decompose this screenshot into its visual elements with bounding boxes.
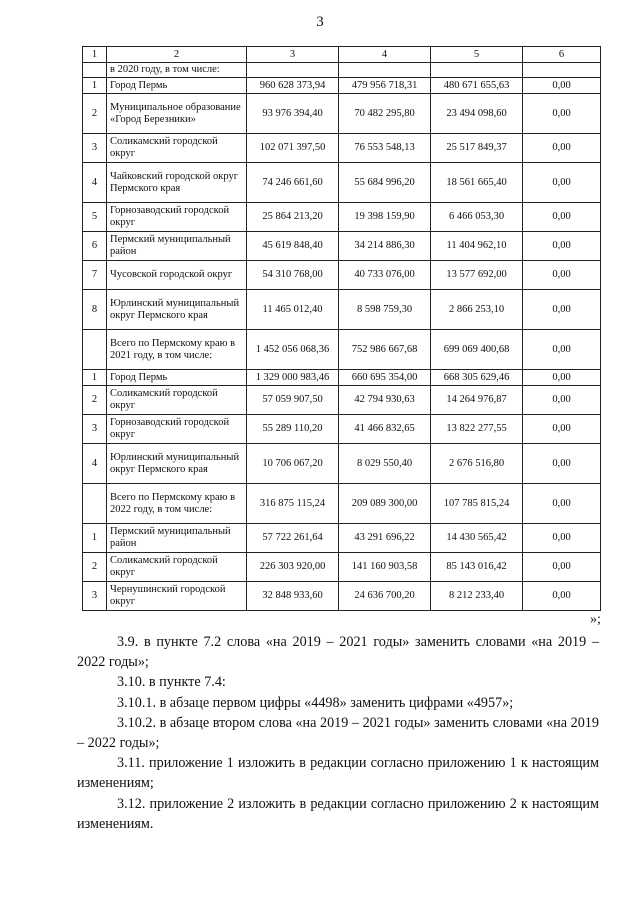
local-amount: 23 494 098,60 — [431, 94, 523, 134]
total-amount: 316 875 115,24 — [247, 484, 339, 524]
regional-amount: 8 029 550,40 — [339, 444, 431, 484]
row-name: Город Пермь — [107, 370, 247, 386]
local-amount: 2 676 516,80 — [431, 444, 523, 484]
total-amount: 102 071 397,50 — [247, 134, 339, 163]
row-number: 2 — [83, 94, 107, 134]
regional-amount: 24 636 700,20 — [339, 582, 431, 611]
other-amount: 0,00 — [523, 415, 601, 444]
row-name: Юрлинский муниципальный округ Пермского края — [107, 290, 247, 330]
row-name: Горнозаводский городской округ — [107, 415, 247, 444]
local-amount: 14 430 565,42 — [431, 524, 523, 553]
table-row — [83, 232, 601, 261]
local-amount: 13 577 692,00 — [431, 261, 523, 290]
local-amount: 25 517 849,37 — [431, 134, 523, 163]
local-amount: 8 212 233,40 — [431, 582, 523, 611]
paragraph-3-10-1: 3.10.1. в абзаце первом цифры «4498» заменить цифрами «4957»; — [117, 694, 514, 711]
table-row — [83, 163, 601, 203]
total-amount: 226 303 920,00 — [247, 553, 339, 582]
column-header: 6 — [523, 47, 601, 63]
regional-amount: 752 986 667,68 — [339, 330, 431, 370]
other-amount: 0,00 — [523, 134, 601, 163]
table-subheader-row — [83, 63, 601, 78]
row-number: 3 — [83, 582, 107, 611]
local-amount: 699 069 400,68 — [431, 330, 523, 370]
other-amount: 0,00 — [523, 553, 601, 582]
other-amount: 0,00 — [523, 78, 601, 94]
table-total-row — [83, 484, 601, 524]
total-amount: 57 059 907,50 — [247, 386, 339, 415]
table-row — [83, 444, 601, 484]
table-row — [83, 370, 601, 386]
row-number: 2 — [83, 553, 107, 582]
regional-amount — [339, 63, 431, 78]
row-number: 5 — [83, 203, 107, 232]
other-amount — [523, 63, 601, 78]
other-amount: 0,00 — [523, 203, 601, 232]
table-row — [83, 290, 601, 330]
regional-amount: 209 089 300,00 — [339, 484, 431, 524]
regional-amount: 34 214 886,30 — [339, 232, 431, 261]
regional-amount: 8 598 759,30 — [339, 290, 431, 330]
total-amount: 45 619 848,40 — [247, 232, 339, 261]
table-row — [83, 553, 601, 582]
row-number: 1 — [83, 370, 107, 386]
other-amount: 0,00 — [523, 484, 601, 524]
row-number: 8 — [83, 290, 107, 330]
table-header-row — [83, 47, 601, 63]
regional-amount: 43 291 696,22 — [339, 524, 431, 553]
row-name: Соликамский городской округ — [107, 553, 247, 582]
table-row — [83, 386, 601, 415]
other-amount: 0,00 — [523, 524, 601, 553]
total-amount: 1 452 056 068,36 — [247, 330, 339, 370]
regional-amount: 70 482 295,80 — [339, 94, 431, 134]
other-amount: 0,00 — [523, 290, 601, 330]
column-header: 3 — [247, 47, 339, 63]
row-name: Чайковский городской округ Пермского края — [107, 163, 247, 203]
table-row — [83, 203, 601, 232]
local-amount: 85 143 016,42 — [431, 553, 523, 582]
other-amount: 0,00 — [523, 232, 601, 261]
row-name: Горнозаводский городской округ — [107, 203, 247, 232]
column-header: 4 — [339, 47, 431, 63]
local-amount: 11 404 962,10 — [431, 232, 523, 261]
row-name: Соликамский городской округ — [107, 134, 247, 163]
table-row — [83, 524, 601, 553]
other-amount: 0,00 — [523, 582, 601, 611]
table-total-row — [83, 330, 601, 370]
row-number: 4 — [83, 444, 107, 484]
row-name: Юрлинский муниципальный округ Пермского края — [107, 444, 247, 484]
paragraph-3-9: 3.9. в пункте 7.2 слова «на 2019 – 2021 годы» заменить словами «на 2019 – 2022 годы»; — [77, 634, 599, 671]
total-amount: 54 310 768,00 — [247, 261, 339, 290]
row-number: 1 — [83, 78, 107, 94]
row-number — [83, 330, 107, 370]
funding-table — [82, 46, 601, 611]
total-amount — [247, 63, 339, 78]
table-row — [83, 261, 601, 290]
local-amount: 107 785 815,24 — [431, 484, 523, 524]
row-name: Пермский муниципальный район — [107, 524, 247, 553]
row-number — [83, 484, 107, 524]
row-name: Чернушинский городской округ — [107, 582, 247, 611]
column-header: 2 — [107, 47, 247, 63]
other-amount: 0,00 — [523, 261, 601, 290]
total-amount: 25 864 213,20 — [247, 203, 339, 232]
regional-amount: 660 695 354,00 — [339, 370, 431, 386]
paragraph-3-12: 3.12. приложение 2 изложить в редакции согласно приложению 2 к настоящим изменениям. — [77, 795, 599, 832]
paragraph-3-11: 3.11. приложение 1 изложить в редакции согласно приложению 1 к настоящим изменениям; — [77, 755, 599, 792]
row-name: Пермский муниципальный район — [107, 232, 247, 261]
row-name: Чусовской городской округ — [107, 261, 247, 290]
local-amount: 13 822 277,55 — [431, 415, 523, 444]
row-name: Город Пермь — [107, 78, 247, 94]
total-amount: 32 848 933,60 — [247, 582, 339, 611]
total-amount: 93 976 394,40 — [247, 94, 339, 134]
column-header: 5 — [431, 47, 523, 63]
row-number: 4 — [83, 163, 107, 203]
total-amount: 960 628 373,94 — [247, 78, 339, 94]
other-amount: 0,00 — [523, 94, 601, 134]
table-body — [83, 63, 601, 611]
local-amount: 2 866 253,10 — [431, 290, 523, 330]
regional-amount: 55 684 996,20 — [339, 163, 431, 203]
local-amount: 14 264 976,87 — [431, 386, 523, 415]
local-amount: 668 305 629,46 — [431, 370, 523, 386]
total-amount: 57 722 261,64 — [247, 524, 339, 553]
page-number: 3 — [316, 14, 324, 30]
row-name: Всего по Пермскому краю в 2021 году, в том числе: — [107, 330, 247, 370]
other-amount: 0,00 — [523, 370, 601, 386]
regional-amount: 42 794 930,63 — [339, 386, 431, 415]
other-amount: 0,00 — [523, 330, 601, 370]
total-amount: 55 289 110,20 — [247, 415, 339, 444]
closing-quote-mark: »; — [590, 612, 601, 627]
row-name: Всего по Пермскому краю в 2022 году, в том числе: — [107, 484, 247, 524]
table-row — [83, 415, 601, 444]
regional-amount: 479 956 718,31 — [339, 78, 431, 94]
other-amount: 0,00 — [523, 163, 601, 203]
row-name: Муниципальное образование «Город Березники» — [107, 94, 247, 134]
regional-amount: 76 553 548,13 — [339, 134, 431, 163]
row-name: в 2020 году, в том числе: — [107, 63, 247, 78]
other-amount: 0,00 — [523, 444, 601, 484]
column-header: 1 — [83, 47, 107, 63]
local-amount: 6 466 053,30 — [431, 203, 523, 232]
regional-amount: 40 733 076,00 — [339, 261, 431, 290]
row-number: 6 — [83, 232, 107, 261]
row-number: 3 — [83, 134, 107, 163]
local-amount — [431, 63, 523, 78]
table-row — [83, 94, 601, 134]
table-row — [83, 78, 601, 94]
paragraph-3-10-2: 3.10.2. в абзаце втором слова «на 2019 – 2021 годы» заменить словами «на 2019 – 2022 годы»; — [77, 714, 599, 752]
row-name: Соликамский городской округ — [107, 386, 247, 415]
row-number: 7 — [83, 261, 107, 290]
table-row — [83, 582, 601, 611]
row-number: 3 — [83, 415, 107, 444]
row-number: 1 — [83, 524, 107, 553]
row-number: 2 — [83, 386, 107, 415]
total-amount: 11 465 012,40 — [247, 290, 339, 330]
regional-amount: 41 466 832,65 — [339, 415, 431, 444]
regional-amount: 19 398 159,90 — [339, 203, 431, 232]
local-amount: 18 561 665,40 — [431, 163, 523, 203]
local-amount: 480 671 655,63 — [431, 78, 523, 94]
other-amount: 0,00 — [523, 386, 601, 415]
total-amount: 74 246 661,60 — [247, 163, 339, 203]
paragraph-3-10: 3.10. в пункте 7.4: — [117, 674, 226, 691]
regional-amount: 141 160 903,58 — [339, 553, 431, 582]
table-row — [83, 134, 601, 163]
row-number — [83, 63, 107, 78]
total-amount: 1 329 000 983,46 — [247, 370, 339, 386]
total-amount: 10 706 067,20 — [247, 444, 339, 484]
amendment-text — [77, 632, 599, 834]
